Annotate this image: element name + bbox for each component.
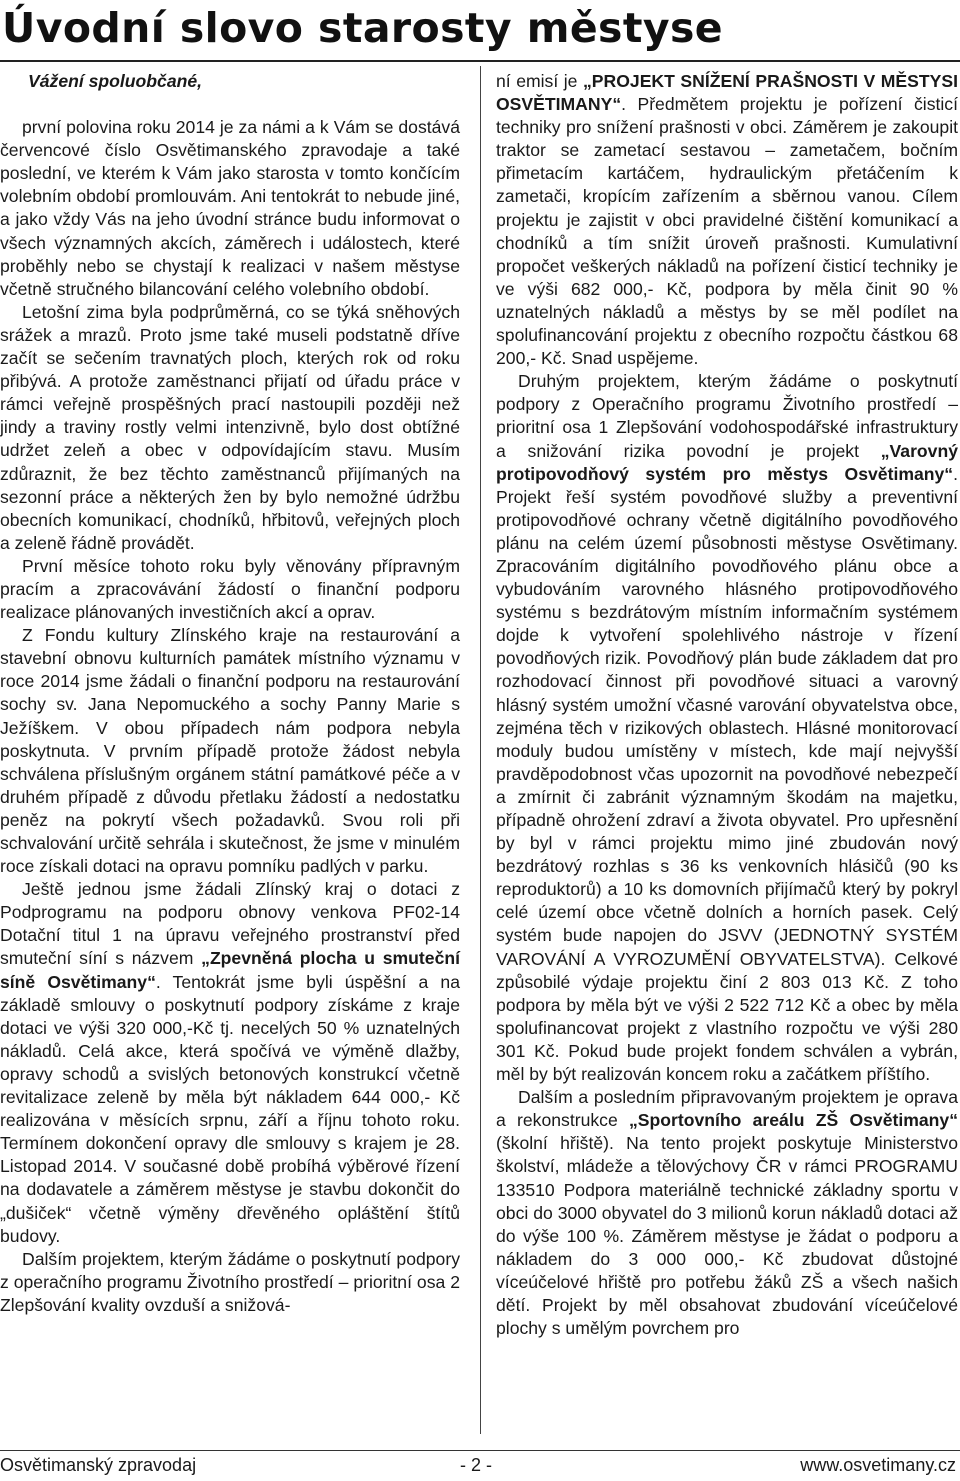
text-run: . Předmětem projektu je pořízení čisticí techniky pro snížení prašnosti v obci. Záměrem je zakoupit traktor se zametací sestavou – zametačem, bočním přimetacím kartáčem, hydraulickým přetáčením k zametači, kropícím zařízením a sběrnou vanou. Cílem projektu je zajistit v obci pravidelné čištění komunikací a chodníků a tím snížit úroveň prašnosti. Kumulativní propočet veškerých nákladů na pořízení čisticí techniky je ve výši 682 000,- Kč, podpora by měla činit 90 % uznatelných nákladů a městys by se měl podílet na spolufinancování projektu z obecního rozpočtu částkou 68 200,- Kč. Snad uspějeme.	[496, 94, 958, 369]
text-run: . Tentokrát jsme byli úspěšní a na základě smlouvy o poskytnutí podpory získáme z kraje dotaci ve výši 320 000,-Kč tj. necelých 50 % uznatelných nákladů. Celá akce, která spočívá ve výměně dlažby, opravy schodů a svislých betonových konstrukcí včetně revitalizace zeleně by měla být nákladem 644 000,- Kč realizována v měsících srpnu, září a říjnu tohoto roku. Termínem dokončení opravy dle smlouvy s krajem je 28. Listopad 2014. V současné době probíhá výběrové řízení na dodavatele a záměrem městyse je stavbu dokončit do „dušiček“ včetně výměny dřevěného opláštění štítů budovy.	[0, 971, 461, 1246]
text-run: . Projekt řeší systém povodňové služby a preventivní protipovodňové ochrany včetně digitálního povodňového plánu na celém území působnosti městyse Osvětimany. Zpracováním digitálního povodňového plánu obce a vybudováním varovného hlásného protipovodňového systému s bezdrátovým místním informačním systémem dojde k vytvoření spolehlivého nástroje v řízení povodňových rizik. Povodňový plán bude základem dat pro rozhodovací činnost při povodňové situaci a varovný hlásný systém umožní včasné varování obyvatelstva obce, zejména těch v rizikových oblastech. Hlásné monitorovací moduly budou umístěny v místech, kde mají nejvyšší pravděpodobnost včas upozornit na povodňové nebezpečí a zmírnit či zabránit významným škodám na majetku, případně ohrožení zdraví a života obyvatel. Pro upřesnění by byl v rámci projektu mimo jiné zbudován nový bezdrátový rozhlas s 36 ks venkovních hlásičů (90 ks reproduktorů) a 10 ks domovních přijímačů který by pokryl celé území obce včetně dolních a horních pasek. Celý systém bude napojen do JSVV (JEDNOTNÝ SYSTÉM VAROVÁNÍ A VYROZUMĚNÍ OBYVATELSTVA). Celkové způsobilé výdaje projektu činí 2 803 013 Kč. Z toho podpora by měla být ve výši 2 522 712 Kč a obec by měla spolufinancovat projekt z vlastního rozpočtu ve výši 280 301 Kč. Pokud bude projekt fondem schválen a vybrán, měl by být realizován koncem roku a začátkem příštího.	[496, 463, 958, 1085]
footer	[0, 1455, 960, 1479]
footer-publication: Osvětimanský zpravodaj	[0, 1455, 197, 1475]
text-run: ní emisí je	[496, 71, 583, 91]
project-name-bold: „Varovný protipovodňový systém pro městys Osvětimany“	[496, 440, 958, 484]
page-title: Úvodní slovo starosty městyse	[2, 4, 723, 52]
text-run: (školní hřiště). Na tento projekt poskytuje Ministerstvo školství, mládeže a tělovýchovy ČR v rámci PROGRAMU 133510 Podpora materiálně technické základny sportu v obci do 3000 obyvatel do 3 milionů korun nákladů dotaci až do výše 100 %. Záměrem městyse je žádat o podporu a nákladem do 3 000 000,- Kč zbudovat důstojné víceúčelové hřiště pro potřebu žáků ZŠ a všech našich dětí. Projekt by měl obsahovat zbudování víceúčelové plochy s umělým povrchem pro	[496, 1133, 958, 1339]
paragraph-funeral-hall-project	[0, 878, 460, 1248]
text-run: Druhým projektem, kterým žádáme o poskytnutí podpory z Operačního programu Životního prostředí – prioritní osa 1 Zlepšování vodohospodářské infrastruktury a snižování rizika povodní je projekt	[496, 371, 958, 461]
column-separator	[480, 66, 481, 1434]
project-name-bold: „Zpevněná plocha u smuteční síně Osvětimany“	[0, 948, 460, 992]
left-column	[0, 70, 460, 1317]
greeting: Vážení spoluobčané,	[28, 71, 203, 91]
title-underline	[0, 60, 960, 62]
text-run: Dalším a posledním připravovaným projektem je oprava a rekonstrukce	[496, 1087, 958, 1131]
paragraph-preparation: První měsíce tohoto roku byly věnovány přípravným pracím a zpracovávání žádostí o finanční podporu realizace plánovaných investičních akcí a oprav.	[0, 555, 460, 623]
paragraph-flood-project	[496, 370, 958, 1086]
project-name-bold: „PROJEKT SNÍŽENÍ PRAŠNOSTI V MĚSTYSI OSVĚTIMANY“	[496, 71, 958, 115]
paragraph-air-quality: Dalším projektem, kterým žádáme o poskytnutí podpory z operačního programu Životního prostředí – prioritní osa 2 Zlepšování kvality ovzduší a snižová-	[0, 1248, 460, 1315]
paragraph-dust-project	[496, 70, 958, 370]
project-name-bold: „Sportovního areálu ZŠ Osvětimany“	[629, 1110, 958, 1131]
footer-rule	[0, 1450, 960, 1451]
text-run: Ještě jednou jsme žádali Zlínský kraj o dotaci z Podprogramu na podporu obnovy venkova PF02-14 Dotační titul 1 na úpravu veřejného prostranství před smuteční síní s názvem	[0, 879, 460, 969]
footer-website-link[interactable]: www.osvetimany.cz	[800, 1455, 956, 1475]
paragraph-winter: Letošní zima byla podprůměrná, co se týká sněhových srážek a mrazů. Proto jsme také museli podstatně dříve začít se sečením travnatých ploch, kterých rok od roku přibývá. A protože zaměstnanci přijatí od úřadu práce v rámci veřejně prospěšných prací nastoupili později než jindy a traviny rostly velmi intenzivně, bylo dost obtížné udržet zeleň a obec v odpovídajícím stavu. Musím zdůraznit, že bez těchto zaměstnanců přijímaných na sezonní práce a některých žen by bylo nemožné údržbu obecních komunikací, chodníků, hřbitovů, veřejných ploch a zeleně řádně provádět.	[0, 301, 460, 553]
paragraph-sports-project	[496, 1086, 958, 1340]
footer-page-number: - 2 -	[460, 1455, 493, 1475]
paragraph-intro: první polovina roku 2014 je za námi a k Vám se dostává červencové číslo Osvětimanského zpravodaje a také poslední, ve kterém k Vám jako starosta v tomto končícím volebním období promlouvám. Ani tentokrát to nebude jiné, a jako vždy Vás na jeho úvodní stránce budu informovat o všech významných akcích, záměrech i událostech, které proběhly nebo se chystají k realizaci v našem městyse včetně stručného bilancování celého volebního období.	[0, 117, 460, 299]
right-column	[496, 70, 958, 1340]
paragraph-culture-fund: Z Fondu kultury Zlínského kraje na restaurování a stavební obnovu kulturních památek místního významu v roce 2014 jsme žádali o finanční podporu na restaurování sochy sv. Jana Nepomuckého a sochy Panny Marie s Ježíškem. V obou případech nám podpora nebyla poskytnuta. V prvním případě protože žádost nebyla schválena příslušným orgánem státní památkové péče a v druhém případě z důvodu přetlaku žádostí a nedostatku peněz na pokrytí všech požadavků. Svou roli při schvalování určitě sehrála i skutečnost, že jsme v minulém roce získali dotaci na opravu pomníku padlých v parku.	[0, 625, 460, 877]
